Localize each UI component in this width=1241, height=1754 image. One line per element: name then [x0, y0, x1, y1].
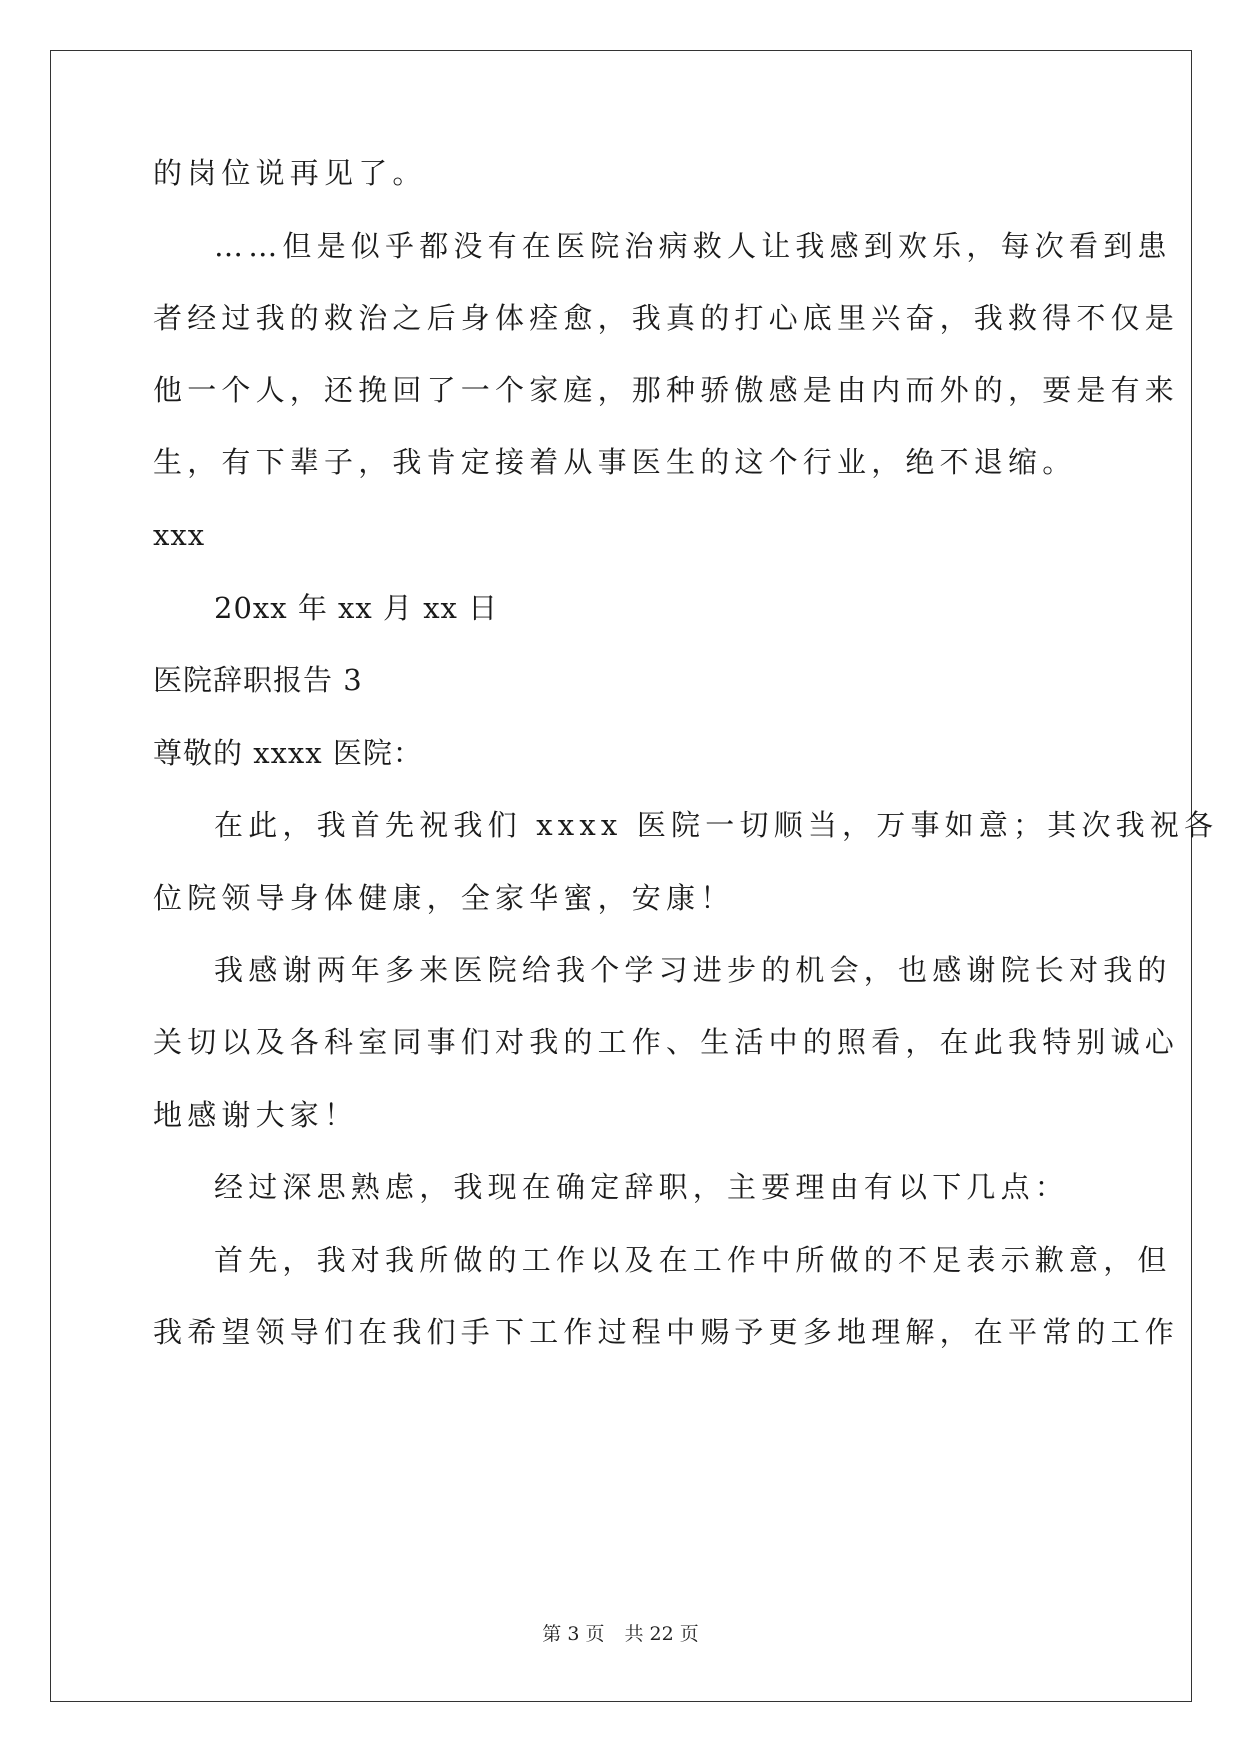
paragraph-line-2: ……但是似乎都没有在医院治病救人让我感到欢乐，每次看到患: [214, 229, 1172, 263]
paragraph-line-3: 者经过我的救治之后身体痊愈，我真的打心底里兴奋，我救得不仅是: [153, 301, 1180, 335]
signature-name: xxx: [153, 518, 206, 552]
paragraph-line-14: 地感谢大家！: [153, 1098, 359, 1132]
text-line-1: 的岗位说再见了。: [153, 156, 427, 190]
paragraph-line-16: 首先，我对我所做的工作以及在工作中所做的不足表示歉意，但: [214, 1243, 1172, 1277]
page-number: 第 3 页: [542, 1623, 605, 1645]
paragraph-line-5: 生，有下辈子，我肯定接着从事医生的这个行业，绝不退缩。: [153, 445, 1077, 479]
paragraph-line-17: 我希望领导们在我们手下工作过程中赐予更多地理解，在平常的工作: [153, 1315, 1180, 1349]
section-title: 医院辞职报告 3: [153, 663, 363, 697]
paragraph-line-12: 我感谢两年多来医院给我个学习进步的机会，也感谢院长对我的: [214, 953, 1172, 987]
paragraph-line-4: 他一个人，还挽回了一个家庭，那种骄傲感是由内而外的，要是有来: [153, 373, 1180, 407]
paragraph-line-10: 在此，我首先祝我们 xxxx 医院一切顺当，万事如意；其次我祝各: [214, 808, 1219, 842]
salutation: 尊敬的 xxxx 医院：: [153, 736, 423, 770]
paragraph-line-11: 位院领导身体健康，全家华蜜，安康！: [153, 881, 735, 915]
signature-date: 20xx 年 xx 月 xx 日: [214, 591, 499, 625]
page-total: 共 22 页: [624, 1623, 699, 1645]
paragraph-line-15: 经过深思熟虑，我现在确定辞职，主要理由有以下几点：: [214, 1170, 1070, 1204]
page-footer: [0, 1622, 1241, 1646]
paragraph-line-13: 关切以及各科室同事们对我的工作、生活中的照看，在此我特别诚心: [153, 1025, 1180, 1059]
